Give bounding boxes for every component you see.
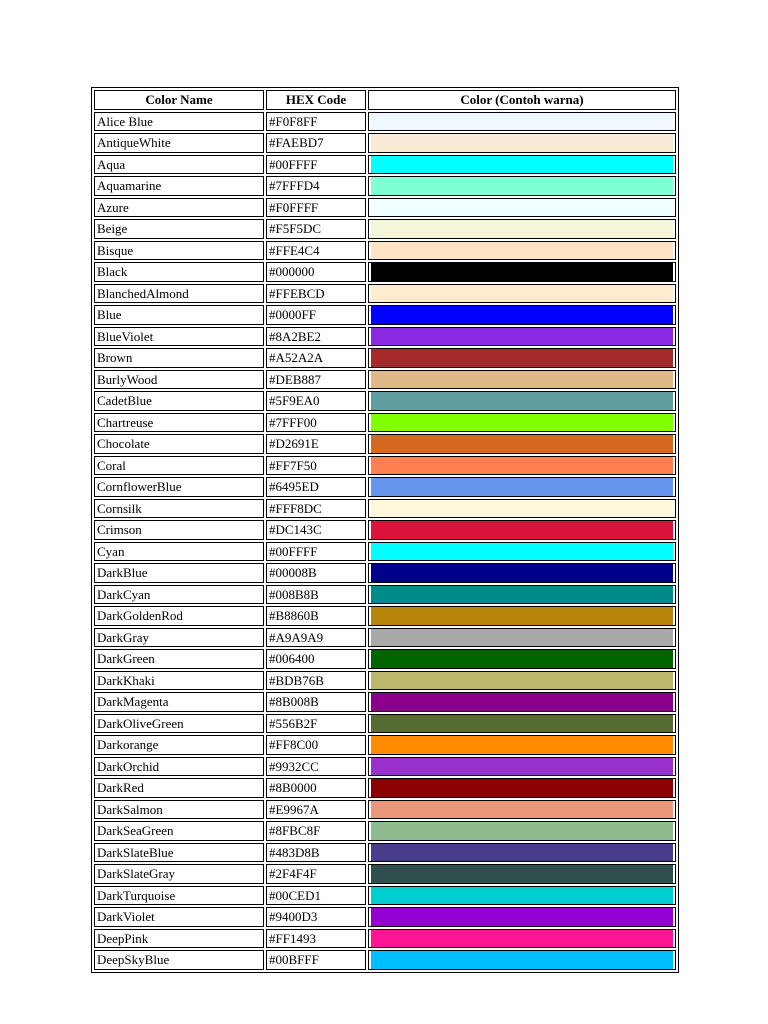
color-swatch: [371, 865, 673, 883]
table-row: [94, 456, 676, 476]
color-swatch: [371, 908, 673, 926]
table-row: [94, 907, 676, 927]
hex-code-cell: #7FFFD4: [266, 176, 366, 196]
table-row: [94, 585, 676, 605]
color-name-cell: Blue: [94, 305, 264, 325]
color-sample-cell: [368, 219, 676, 239]
color-sample-cell: [368, 413, 676, 433]
color-name-cell: Crimson: [94, 520, 264, 540]
color-sample-cell: [368, 348, 676, 368]
color-name-cell: Cornsilk: [94, 499, 264, 519]
color-swatch: [371, 844, 673, 862]
color-sample-cell: [368, 456, 676, 476]
color-name-cell: Chartreuse: [94, 413, 264, 433]
hex-code-cell: #8A2BE2: [266, 327, 366, 347]
color-name-cell: Aqua: [94, 155, 264, 175]
hex-code-cell: #DEB887: [266, 370, 366, 390]
hex-code-cell: #F0F8FF: [266, 112, 366, 132]
hex-code-cell: #FF7F50: [266, 456, 366, 476]
hex-code-cell: #556B2F: [266, 714, 366, 734]
hex-code-cell: #FAEBD7: [266, 133, 366, 153]
color-name-cell: Alice Blue: [94, 112, 264, 132]
hex-code-cell: #00FFFF: [266, 155, 366, 175]
table-row: [94, 520, 676, 540]
color-swatch: [371, 263, 673, 281]
table-row: [94, 714, 676, 734]
color-name-cell: DarkSalmon: [94, 800, 264, 820]
color-sample-cell: [368, 714, 676, 734]
hex-code-cell: #00008B: [266, 563, 366, 583]
color-swatch: [371, 715, 673, 733]
hex-code-cell: #F0FFFF: [266, 198, 366, 218]
table-row: [94, 929, 676, 949]
color-swatch: [371, 586, 673, 604]
color-swatch: [371, 349, 673, 367]
color-name-cell: DarkSlateGray: [94, 864, 264, 884]
color-swatch: [371, 113, 673, 131]
color-sample-cell: [368, 370, 676, 390]
color-sample-cell: [368, 133, 676, 153]
color-swatch: [371, 801, 673, 819]
hex-code-cell: #2F4F4F: [266, 864, 366, 884]
hex-code-cell: #FFE4C4: [266, 241, 366, 261]
color-sample-cell: [368, 907, 676, 927]
color-name-cell: BlanchedAlmond: [94, 284, 264, 304]
color-name-cell: DarkRed: [94, 778, 264, 798]
hex-code-cell: #00BFFF: [266, 950, 366, 970]
color-swatch: [371, 328, 673, 346]
color-swatch: [371, 242, 673, 260]
header-row: [94, 90, 676, 110]
color-sample-cell: [368, 563, 676, 583]
header-hex-code: HEX Code: [266, 90, 366, 110]
color-sample-cell: [368, 499, 676, 519]
color-sample-cell: [368, 434, 676, 454]
table-row: [94, 241, 676, 261]
table-row: [94, 542, 676, 562]
table-row: [94, 284, 676, 304]
table-row: [94, 198, 676, 218]
color-name-cell: Coral: [94, 456, 264, 476]
hex-code-cell: #000000: [266, 262, 366, 282]
table-row: [94, 434, 676, 454]
color-sample-cell: [368, 198, 676, 218]
color-swatch: [371, 736, 673, 754]
color-name-cell: DarkSeaGreen: [94, 821, 264, 841]
table-row: [94, 843, 676, 863]
table-row: [94, 735, 676, 755]
color-sample-cell: [368, 391, 676, 411]
hex-code-cell: #E9967A: [266, 800, 366, 820]
color-name-cell: DarkOrchid: [94, 757, 264, 777]
hex-code-cell: #00CED1: [266, 886, 366, 906]
color-swatch: [371, 629, 673, 647]
hex-code-cell: #008B8B: [266, 585, 366, 605]
color-sample-cell: [368, 585, 676, 605]
table-row: [94, 262, 676, 282]
color-name-cell: DarkGreen: [94, 649, 264, 669]
color-swatch: [371, 758, 673, 776]
hex-code-cell: #6495ED: [266, 477, 366, 497]
hex-code-cell: #8FBC8F: [266, 821, 366, 841]
hex-code-cell: #5F9EA0: [266, 391, 366, 411]
color-sample-cell: [368, 649, 676, 669]
hex-code-cell: #A52A2A: [266, 348, 366, 368]
color-swatch: [371, 779, 673, 797]
color-sample-cell: [368, 112, 676, 132]
hex-code-cell: #F5F5DC: [266, 219, 366, 239]
color-sample-cell: [368, 520, 676, 540]
hex-code-cell: #483D8B: [266, 843, 366, 863]
color-sample-cell: [368, 821, 676, 841]
table-row: [94, 800, 676, 820]
color-name-cell: DarkCyan: [94, 585, 264, 605]
table-row: [94, 499, 676, 519]
color-name-cell: DarkTurquoise: [94, 886, 264, 906]
color-sample-cell: [368, 864, 676, 884]
color-swatch: [371, 500, 673, 518]
color-name-cell: Aquamarine: [94, 176, 264, 196]
color-swatch: [371, 564, 673, 582]
table-row: [94, 413, 676, 433]
color-name-cell: Darkorange: [94, 735, 264, 755]
color-name-cell: Azure: [94, 198, 264, 218]
table-row: [94, 305, 676, 325]
color-swatch: [371, 672, 673, 690]
hex-code-cell: #B8860B: [266, 606, 366, 626]
color-swatch: [371, 371, 673, 389]
color-sample-cell: [368, 305, 676, 325]
table-row: [94, 112, 676, 132]
color-name-cell: Black: [94, 262, 264, 282]
color-name-cell: DarkMagenta: [94, 692, 264, 712]
color-name-cell: CornflowerBlue: [94, 477, 264, 497]
color-sample-cell: [368, 606, 676, 626]
color-sample-cell: [368, 477, 676, 497]
color-name-cell: DarkBlue: [94, 563, 264, 583]
hex-code-cell: #8B008B: [266, 692, 366, 712]
table-row: [94, 864, 676, 884]
table-row: [94, 219, 676, 239]
hex-code-cell: #D2691E: [266, 434, 366, 454]
table-row: [94, 133, 676, 153]
color-swatch: [371, 693, 673, 711]
table-row: [94, 671, 676, 691]
color-name-cell: CadetBlue: [94, 391, 264, 411]
color-swatch: [371, 306, 673, 324]
color-swatch: [371, 607, 673, 625]
color-swatch: [371, 822, 673, 840]
color-name-cell: AntiqueWhite: [94, 133, 264, 153]
color-sample-cell: [368, 671, 676, 691]
hex-code-cell: #7FFF00: [266, 413, 366, 433]
table-row: [94, 176, 676, 196]
color-swatch: [371, 478, 673, 496]
color-sample-cell: [368, 778, 676, 798]
color-name-cell: DarkViolet: [94, 907, 264, 927]
hex-code-cell: #9932CC: [266, 757, 366, 777]
color-sample-cell: [368, 284, 676, 304]
color-swatch: [371, 457, 673, 475]
color-swatch: [371, 951, 673, 969]
color-sample-cell: [368, 757, 676, 777]
hex-code-cell: #FFF8DC: [266, 499, 366, 519]
table-row: [94, 821, 676, 841]
color-sample-cell: [368, 327, 676, 347]
color-swatch: [371, 199, 673, 217]
table-row: [94, 628, 676, 648]
table-row: [94, 757, 676, 777]
hex-code-cell: #00FFFF: [266, 542, 366, 562]
color-sample-cell: [368, 800, 676, 820]
table-row: [94, 778, 676, 798]
color-name-cell: DeepSkyBlue: [94, 950, 264, 970]
table-row: [94, 348, 676, 368]
color-swatch: [371, 156, 673, 174]
color-name-cell: Chocolate: [94, 434, 264, 454]
hex-code-cell: #0000FF: [266, 305, 366, 325]
color-sample-cell: [368, 155, 676, 175]
color-name-cell: Bisque: [94, 241, 264, 261]
hex-code-cell: #8B0000: [266, 778, 366, 798]
header-color-sample: Color (Contoh warna): [368, 90, 676, 110]
color-name-cell: DarkSlateBlue: [94, 843, 264, 863]
table-row: [94, 391, 676, 411]
color-swatch: [371, 930, 673, 948]
color-sample-cell: [368, 886, 676, 906]
table-row: [94, 370, 676, 390]
color-swatch: [371, 887, 673, 905]
table-row: [94, 692, 676, 712]
color-swatch: [371, 650, 673, 668]
color-name-cell: Cyan: [94, 542, 264, 562]
color-name-cell: Beige: [94, 219, 264, 239]
hex-code-cell: #DC143C: [266, 520, 366, 540]
table-header: [94, 90, 676, 110]
color-swatch: [371, 521, 673, 539]
hex-code-cell: #FF8C00: [266, 735, 366, 755]
color-swatch: [371, 392, 673, 410]
color-swatch: [371, 177, 673, 195]
color-sample-cell: [368, 735, 676, 755]
table-row: [94, 155, 676, 175]
color-sample-cell: [368, 950, 676, 970]
color-swatch: [371, 285, 673, 303]
table-row: [94, 477, 676, 497]
hex-code-cell: #9400D3: [266, 907, 366, 927]
color-swatch: [371, 220, 673, 238]
table-body: [94, 112, 676, 970]
color-name-cell: DarkGoldenRod: [94, 606, 264, 626]
header-color-name: Color Name: [94, 90, 264, 110]
table-row: [94, 886, 676, 906]
table-row: [94, 606, 676, 626]
color-table: [91, 87, 679, 973]
color-swatch: [371, 414, 673, 432]
hex-code-cell: #006400: [266, 649, 366, 669]
color-sample-cell: [368, 262, 676, 282]
color-sample-cell: [368, 241, 676, 261]
color-sample-cell: [368, 929, 676, 949]
hex-code-cell: #FF1493: [266, 929, 366, 949]
color-name-cell: DarkGray: [94, 628, 264, 648]
color-sample-cell: [368, 176, 676, 196]
color-swatch: [371, 134, 673, 152]
color-swatch: [371, 543, 673, 561]
table-row: [94, 327, 676, 347]
color-swatch: [371, 435, 673, 453]
color-name-cell: DarkOliveGreen: [94, 714, 264, 734]
hex-code-cell: #FFEBCD: [266, 284, 366, 304]
hex-code-cell: #BDB76B: [266, 671, 366, 691]
color-sample-cell: [368, 843, 676, 863]
color-name-cell: Brown: [94, 348, 264, 368]
table-row: [94, 649, 676, 669]
color-sample-cell: [368, 542, 676, 562]
color-name-cell: BurlyWood: [94, 370, 264, 390]
color-name-cell: DarkKhaki: [94, 671, 264, 691]
color-name-cell: DeepPink: [94, 929, 264, 949]
color-sample-cell: [368, 628, 676, 648]
color-name-cell: BlueViolet: [94, 327, 264, 347]
color-sample-cell: [368, 692, 676, 712]
hex-code-cell: #A9A9A9: [266, 628, 366, 648]
table-row: [94, 563, 676, 583]
table-row: [94, 950, 676, 970]
